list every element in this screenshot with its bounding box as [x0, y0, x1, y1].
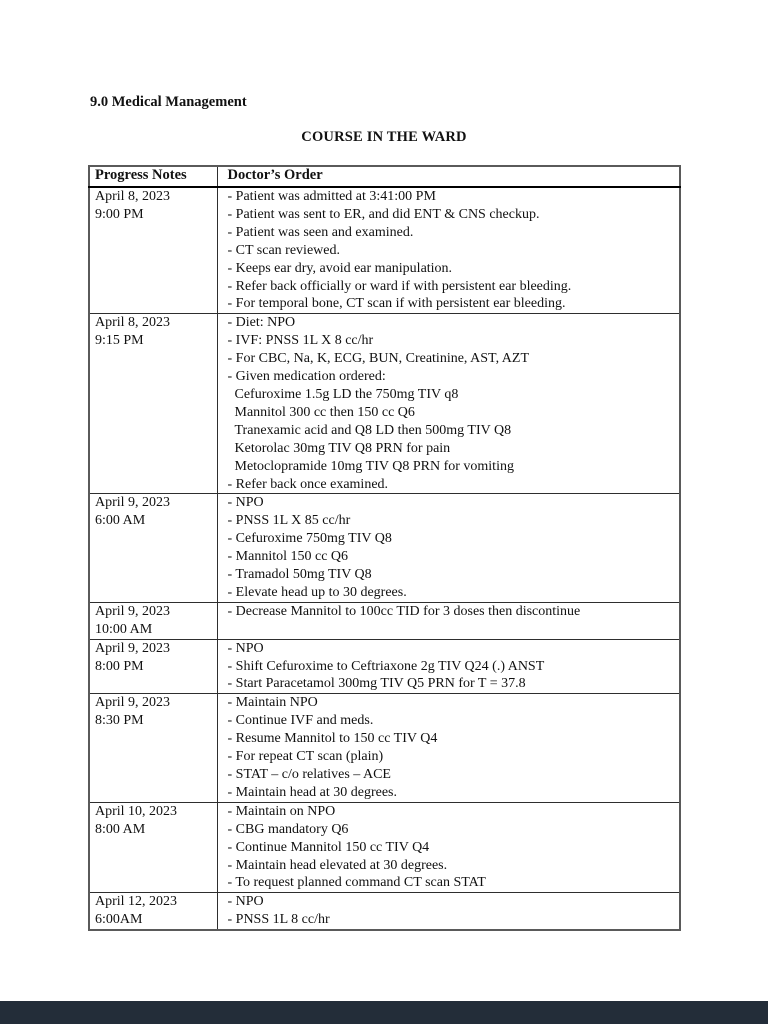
note-date: April 9, 2023 — [95, 495, 171, 511]
order-line: - For temporal bone, CT scan if with persistent ear bleeding. — [227, 296, 566, 312]
doctors-order-cell — [217, 639, 680, 694]
header-doctors-order: Doctor’s Order — [217, 166, 680, 187]
progress-note-cell — [89, 802, 217, 893]
note-time: 9:15 PM — [95, 333, 144, 349]
note-time: 8:00 PM — [95, 658, 144, 674]
progress-note-cell — [89, 494, 217, 602]
order-line: - Diet: NPO — [227, 315, 296, 331]
order-line: - Patient was sent to ER, and did ENT & CNS checkup. — [227, 206, 540, 222]
order-line: - Tramadol 50mg TIV Q8 — [227, 567, 372, 583]
order-line: - NPO — [227, 495, 264, 511]
table-header-row — [89, 166, 680, 187]
table-row — [89, 639, 680, 694]
order-line: - Refer back once examined. — [227, 476, 389, 492]
order-line: - CT scan reviewed. — [227, 242, 340, 258]
order-line: - Patient was admitted at 3:41:00 PM — [227, 189, 436, 204]
order-line: - Start Paracetamol 300mg TIV Q5 PRN for T = 37.8 — [227, 676, 526, 692]
header-progress-notes: Progress Notes — [89, 166, 217, 187]
doctors-order-cell — [217, 187, 680, 314]
order-line: Ketorolac 30mg TIV Q8 PRN for pain — [227, 440, 451, 456]
order-line: - STAT – c/o relatives – ACE — [227, 767, 391, 782]
progress-note-cell — [89, 893, 217, 930]
order-line: - PNSS 1L X 85 cc/hr — [227, 513, 351, 529]
order-line: - Maintain NPO — [227, 695, 318, 711]
order-line: - Maintain on NPO — [227, 803, 336, 819]
order-line: - Maintain head at 30 degrees. — [227, 784, 397, 800]
doctors-order-cell — [217, 602, 680, 639]
table-row — [89, 802, 680, 893]
order-line: - NPO — [227, 894, 264, 910]
order-line: Cefuroxime 1.5g LD the 750mg TIV q8 — [227, 386, 459, 402]
order-line: - NPO — [227, 640, 264, 656]
progress-note-cell — [89, 639, 217, 694]
order-line: - For CBC, Na, K, ECG, BUN, Creatinine, AST, AZT — [227, 351, 530, 367]
note-time: 6:00AM — [95, 912, 143, 928]
order-line: - Maintain head elevated at 30 degrees. — [227, 857, 448, 873]
table-row — [89, 602, 680, 639]
order-line: - Resume Mannitol to 150 cc TIV Q4 — [227, 731, 438, 747]
note-time: 8:00 AM — [95, 821, 146, 837]
table-row — [89, 187, 680, 314]
order-line: - Shift Cefuroxime to Ceftriaxone 2g TIV Q24 (.) ANST — [227, 658, 545, 674]
note-time: 8:30 PM — [95, 713, 144, 729]
order-line: - To request planned command CT scan STAT — [227, 875, 486, 891]
order-line: - Cefuroxime 750mg TIV Q8 — [227, 531, 392, 547]
note-date: April 9, 2023 — [95, 695, 171, 711]
order-line: Tranexamic acid and Q8 LD then 500mg TIV Q8 — [227, 422, 512, 438]
note-time: 6:00 AM — [95, 513, 146, 529]
doctors-order-cell — [217, 494, 680, 602]
order-line: Metoclopramide 10mg TIV Q8 PRN for vomiting — [227, 458, 514, 474]
order-line: - Decrease Mannitol to 100cc TID for 3 doses then discontinue — [227, 603, 581, 619]
table-row — [89, 694, 680, 802]
note-date: April 12, 2023 — [95, 894, 178, 910]
note-date: April 9, 2023 — [95, 640, 171, 656]
order-line: - Elevate head up to 30 degrees. — [227, 584, 407, 600]
order-line: - CBG mandatory Q6 — [227, 821, 349, 837]
section-title: 9.0 Medical Management — [90, 94, 247, 110]
ward-heading: COURSE IN THE WARD — [301, 129, 467, 145]
doctors-order-cell — [217, 802, 680, 893]
progress-note-cell — [89, 602, 217, 639]
order-line: - Patient was seen and examined. — [227, 224, 414, 240]
order-line: - Continue Mannitol 150 cc TIV Q4 — [227, 839, 430, 855]
order-line: - Mannitol 150 cc Q6 — [227, 549, 349, 565]
order-line: - PNSS 1L 8 cc/hr — [227, 912, 330, 928]
table-row — [89, 314, 680, 494]
note-date: April 8, 2023 — [95, 315, 171, 331]
note-time: 9:00 PM — [95, 206, 144, 222]
note-date: April 10, 2023 — [95, 803, 178, 819]
order-line: Mannitol 300 cc then 150 cc Q6 — [227, 404, 415, 420]
note-date: April 8, 2023 — [95, 189, 171, 204]
order-line: - Keeps ear dry, avoid ear manipulation. — [227, 260, 453, 276]
note-date: April 9, 2023 — [95, 603, 171, 619]
doctors-order-cell — [217, 694, 680, 802]
order-line: - Continue IVF and meds. — [227, 713, 374, 729]
viewer-bottom-bar — [0, 1001, 768, 1024]
progress-note-cell — [89, 187, 217, 314]
table-row — [89, 494, 680, 602]
note-time: 10:00 AM — [95, 621, 153, 637]
order-line: - Given medication ordered: — [227, 369, 386, 385]
progress-note-cell — [89, 694, 217, 802]
progress-table — [88, 165, 681, 931]
doctors-order-cell — [217, 893, 680, 930]
progress-table-body — [89, 187, 680, 930]
table-row — [89, 893, 680, 930]
order-line: - For repeat CT scan (plain) — [227, 749, 384, 765]
progress-note-cell — [89, 314, 217, 494]
order-line: - IVF: PNSS 1L X 8 cc/hr — [227, 333, 374, 349]
doctors-order-cell — [217, 314, 680, 494]
order-line: - Refer back officially or ward if with persistent ear bleeding. — [227, 278, 572, 294]
